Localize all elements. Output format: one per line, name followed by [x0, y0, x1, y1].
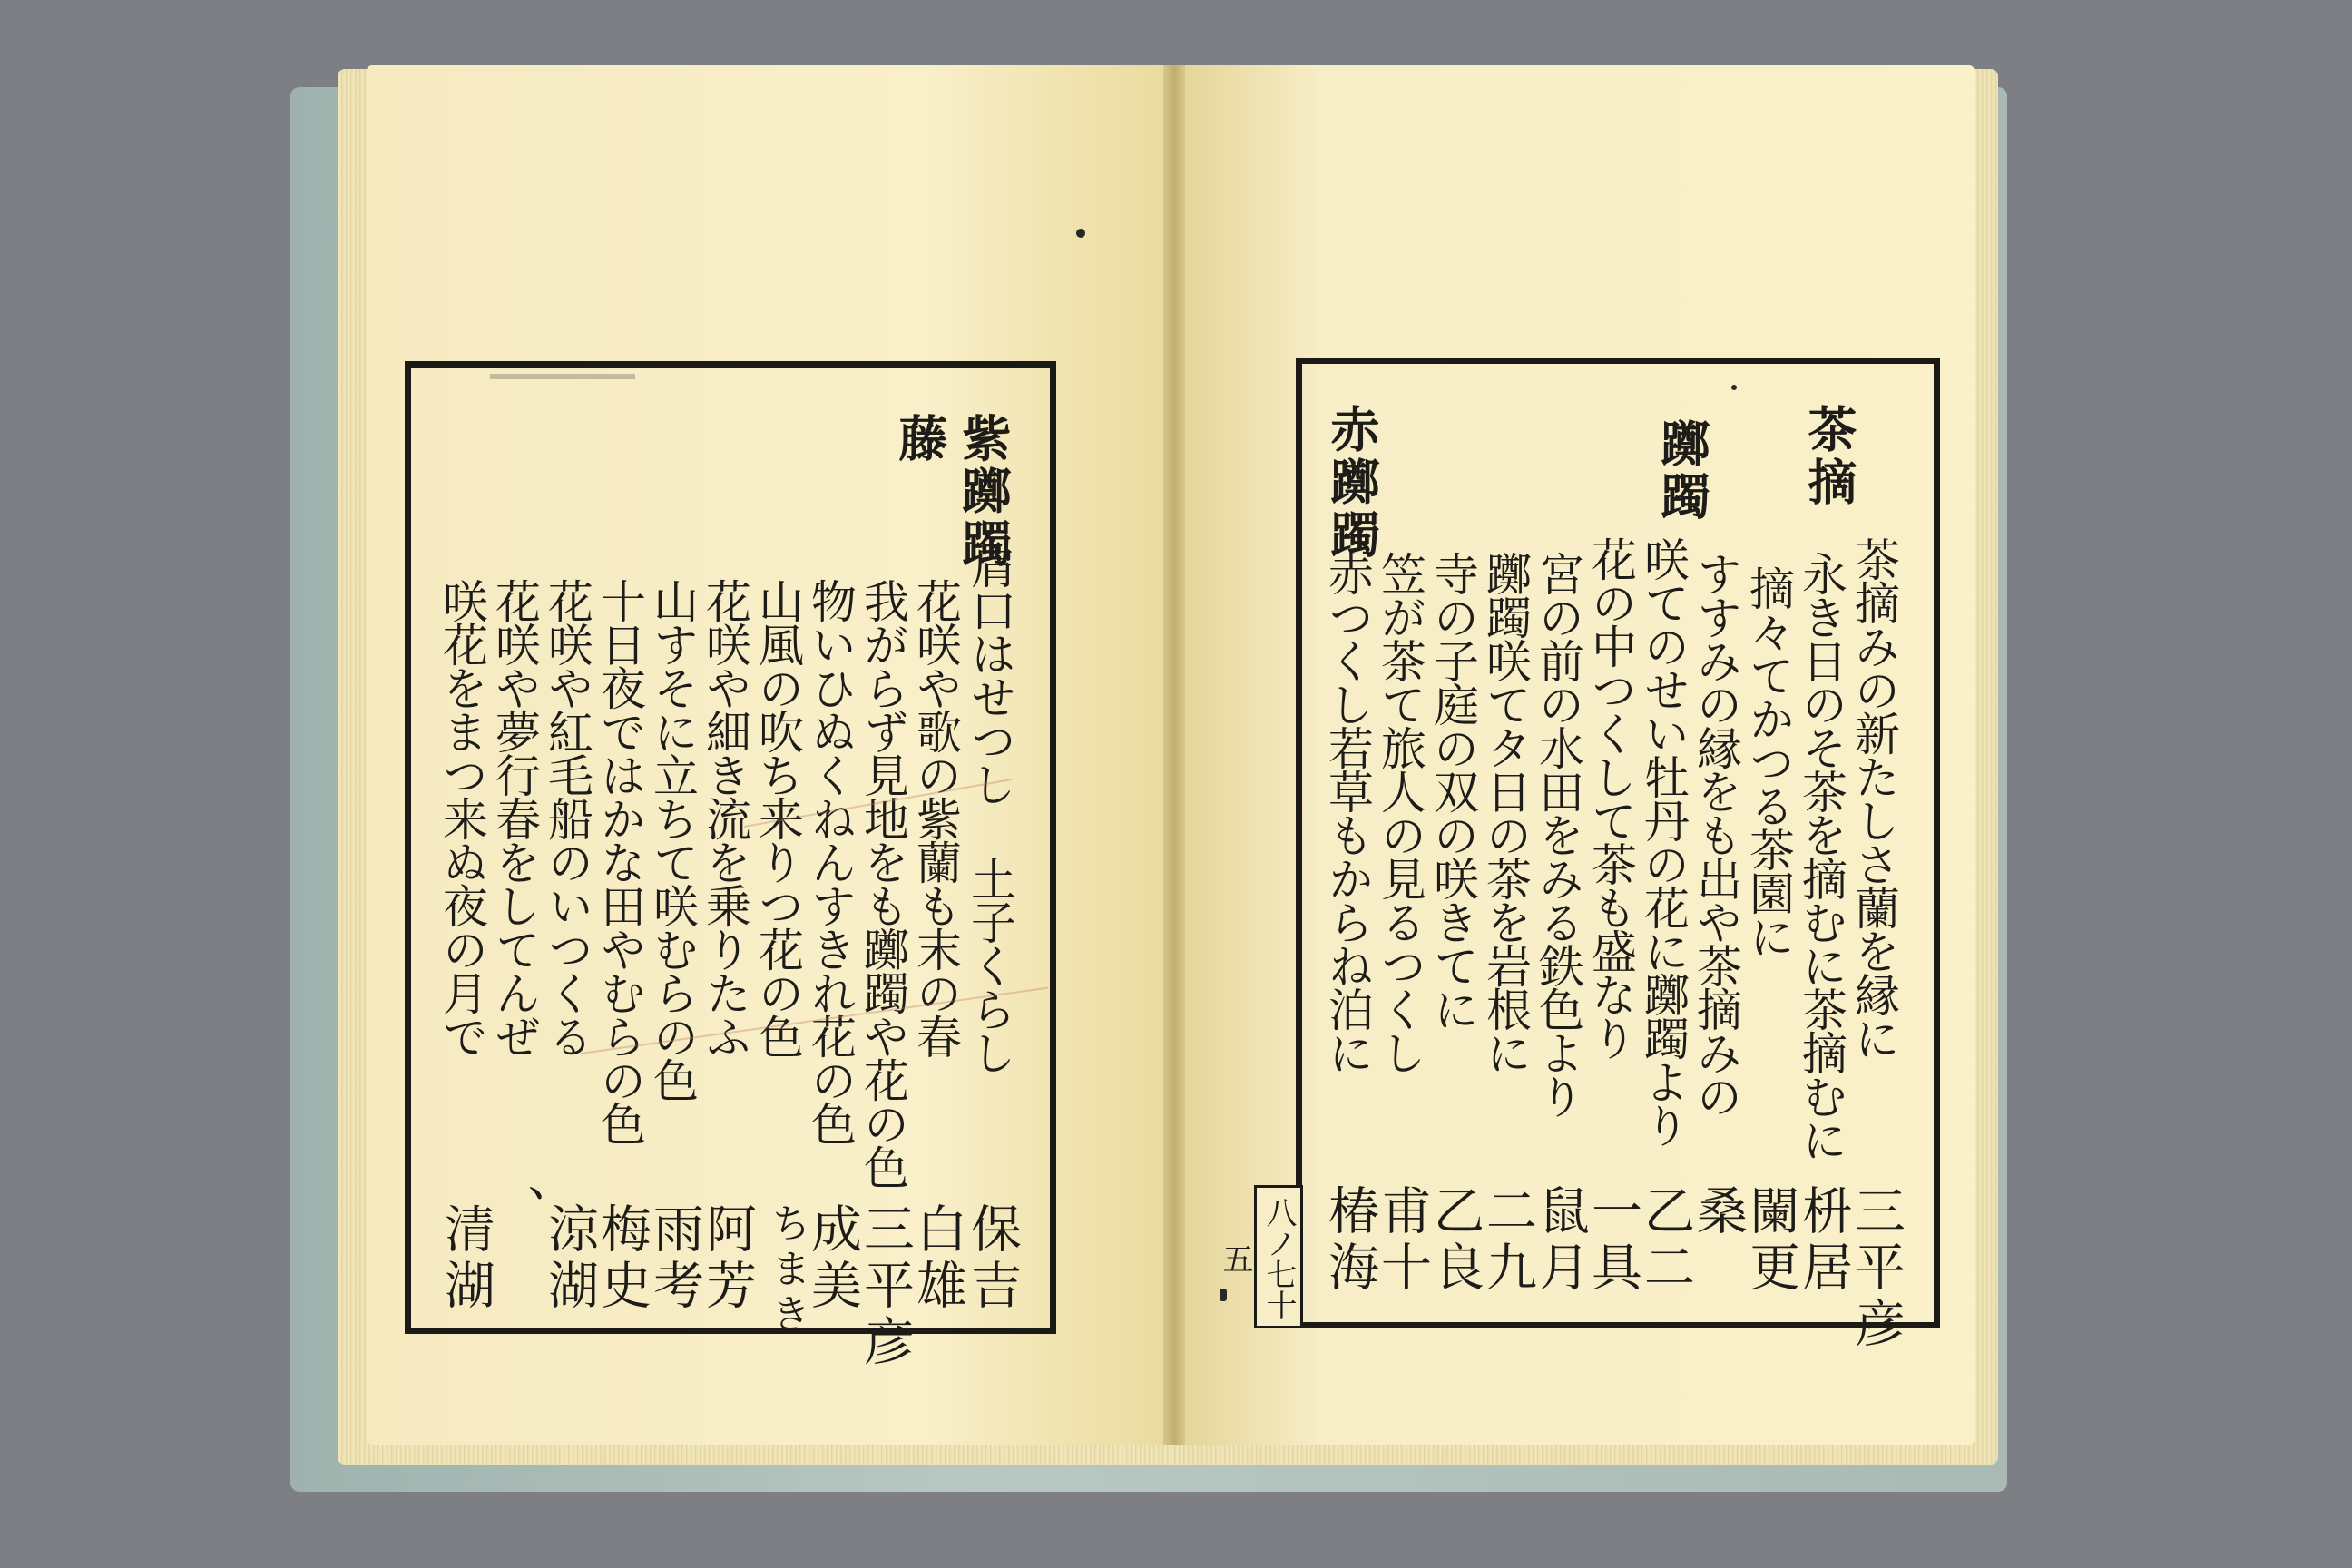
- left-verse-4: 物いひぬくねんすきれ花の色: [804, 578, 857, 1144]
- right-author-1: 三平彦: [1847, 1184, 1906, 1353]
- right-author-3: 闌更: [1741, 1184, 1800, 1297]
- right-verse-11: 赤つくし若草もからね泊に: [1321, 551, 1374, 1073]
- left-verse-2: 花咲や歌の紫蘭も末の春: [909, 578, 962, 1057]
- left-verse-11: 咲花をまつ来ぬ夜の月で: [436, 578, 488, 1057]
- left-author-7: 雨考: [645, 1202, 704, 1315]
- ink-dot: [1731, 385, 1737, 390]
- ink-dot: [1076, 229, 1085, 238]
- left-author-10: 、: [487, 1184, 546, 1240]
- right-verse-4: すすみの縁をも出や茶摘みの: [1690, 551, 1742, 1117]
- left-text-frame: [405, 361, 1056, 1371]
- left-title: 紫躑躅: [955, 413, 1013, 571]
- ink-mark: [1220, 1289, 1227, 1301]
- right-author-5: 乙二: [1636, 1184, 1695, 1297]
- left-verse-5: 山風の吹ち来りつ花の色: [751, 578, 804, 1057]
- left-verse-7: 山すそに立ちて咲むらの色: [646, 578, 699, 1101]
- right-author-8: 二九: [1478, 1184, 1537, 1297]
- right-verse-8: 躑躅咲てタ日の茶を岩根に: [1479, 551, 1532, 1073]
- right-verse-9: 寺の子庭の双の咲きてに: [1426, 551, 1479, 1030]
- right-verse-3: 摘々てかつる茶園に: [1742, 565, 1795, 957]
- right-verse-1: 茶摘みの新たしさ蘭を縁に: [1847, 536, 1900, 1059]
- left-author-6: 阿芳: [698, 1202, 757, 1315]
- left-author-8: 梅史: [593, 1202, 652, 1315]
- right-verse-10: 笠が茶て旅人の見るつくし: [1374, 551, 1426, 1073]
- left-author-5: ちまき: [764, 1202, 810, 1338]
- left-author-4: 成美: [803, 1202, 862, 1315]
- right-text-frame: [1296, 358, 1940, 1353]
- right-author-7: 鼠月: [1531, 1184, 1590, 1297]
- left-author-11: 清湖: [436, 1202, 495, 1315]
- left-author-2: 白雄: [908, 1202, 967, 1315]
- right-author-10: 甫十: [1373, 1184, 1432, 1297]
- left-verse-9: 花咲や紅毛船のいつくる: [541, 578, 593, 1057]
- page-number-label: [1217, 1185, 1303, 1328]
- book-gutter: [1163, 65, 1185, 1445]
- left-verse-10: 花咲や夢行春をしてんぜ: [488, 578, 541, 1057]
- right-title-low: 赤躑躅: [1323, 404, 1381, 562]
- left-verse-1: 肩口はせつし ⼟子くらし: [964, 544, 1016, 1073]
- worn-top-mark: [490, 374, 635, 379]
- right-verse-6: 花の中つくして茶も盛なり: [1584, 536, 1637, 1059]
- right-author-4: 桑: [1689, 1184, 1748, 1240]
- left-verse-8: 十日夜ではかな田やむらの色: [593, 578, 646, 1144]
- right-author-2: 枡居: [1794, 1184, 1853, 1297]
- left-verse-3: 我がらず見地をも躑躅や花の色: [857, 578, 909, 1188]
- page-number-text: 八ノ七十五: [1217, 1197, 1297, 1320]
- right-verse-5: 咲てのせい牡丹の花に躑躅より: [1637, 536, 1690, 1146]
- right-title-mid: 躑躅: [1653, 418, 1711, 524]
- right-author-9: 乙良: [1426, 1184, 1485, 1297]
- left-title-sub: 藤: [891, 413, 949, 466]
- left-author-9: 涼湖: [540, 1202, 599, 1315]
- right-verse-2: 永き日のそ茶を摘むに茶摘むに: [1795, 551, 1847, 1161]
- right-verse-7: 宮の前の水田をみる鉄色より: [1532, 551, 1584, 1117]
- right-title-top: 茶摘: [1800, 404, 1858, 509]
- left-author-3: 三平彦: [856, 1202, 915, 1371]
- left-verse-6: 花咲や細き流を乗りたふ: [699, 578, 751, 1057]
- right-author-11: 椿海: [1320, 1184, 1379, 1297]
- right-author-6: 一具: [1583, 1184, 1642, 1297]
- left-author-1: 保吉: [963, 1202, 1022, 1315]
